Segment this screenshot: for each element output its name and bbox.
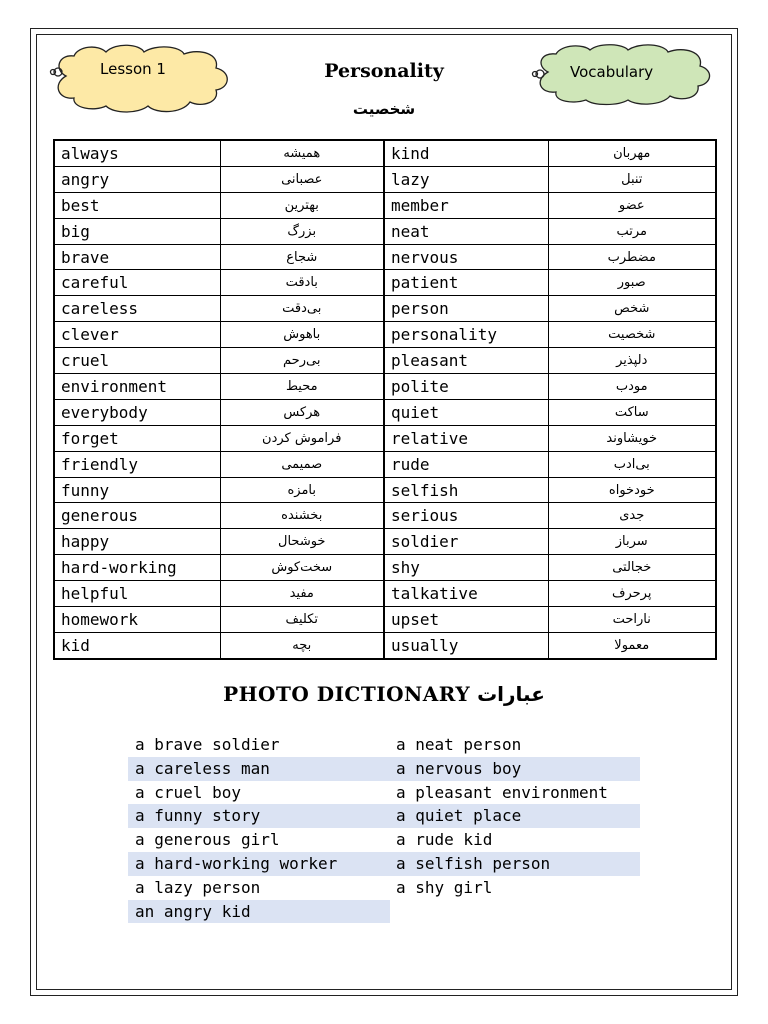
word-en: careless	[54, 296, 220, 322]
word-en: patient	[384, 270, 548, 296]
phrase-item: an angry kid	[128, 900, 390, 924]
phrase-list-left	[128, 733, 390, 923]
word-en: always	[54, 140, 220, 166]
word-en: environment	[54, 374, 220, 400]
word-fa: سخت‌کوش	[220, 555, 384, 581]
phrase-item: a shy girl	[396, 877, 493, 897]
table-row	[54, 529, 716, 555]
photo-dictionary-title-en: PHOTO DICTIONARY	[223, 682, 471, 706]
word-en: everybody	[54, 399, 220, 425]
table-row	[54, 192, 716, 218]
word-en: person	[384, 296, 548, 322]
word-en: quiet	[384, 399, 548, 425]
table-row	[54, 607, 716, 633]
phrase-item: a cruel boy	[135, 782, 241, 802]
table-row	[54, 348, 716, 374]
vocabulary-label: Vocabulary	[570, 63, 654, 81]
word-en: soldier	[384, 529, 548, 555]
word-en: kid	[54, 632, 220, 658]
phrase-item: a neat person	[396, 735, 522, 754]
phrase-item: a rude kid	[396, 830, 493, 850]
table-row	[54, 451, 716, 477]
word-fa: شخص	[548, 296, 716, 322]
word-en: brave	[54, 244, 220, 270]
photo-dictionary-title	[0, 682, 768, 706]
table-row	[54, 374, 716, 400]
word-en: generous	[54, 503, 220, 529]
vocabulary-table	[53, 139, 717, 660]
word-fa: خوشحال	[220, 529, 384, 555]
table-row	[54, 555, 716, 581]
word-en: clever	[54, 322, 220, 348]
word-fa: بخشنده	[220, 503, 384, 529]
word-en: talkative	[384, 581, 548, 607]
word-en: happy	[54, 529, 220, 555]
word-fa: خویشاوند	[548, 425, 716, 451]
word-en: neat	[384, 218, 548, 244]
word-fa: ساکت	[548, 399, 716, 425]
table-row	[54, 477, 716, 503]
word-en: homework	[54, 607, 220, 633]
word-en: polite	[384, 374, 548, 400]
word-fa: باهوش	[220, 322, 384, 348]
word-fa: پرحرف	[548, 581, 716, 607]
table-row	[54, 270, 716, 296]
word-fa: تکلیف	[220, 607, 384, 633]
word-fa: مودب	[548, 374, 716, 400]
table-row	[54, 140, 716, 166]
word-fa: بی‌رحم	[220, 348, 384, 374]
word-en: best	[54, 192, 220, 218]
table-row	[54, 425, 716, 451]
phrase-item: a careless man	[128, 757, 390, 781]
word-en: angry	[54, 166, 220, 192]
word-en: careful	[54, 270, 220, 296]
word-fa: بادقت	[220, 270, 384, 296]
word-fa: مهربان	[548, 140, 716, 166]
word-en: relative	[384, 425, 548, 451]
word-fa: عصبانی	[220, 166, 384, 192]
word-en: usually	[384, 632, 548, 658]
table-row	[54, 296, 716, 322]
table-row	[54, 632, 716, 658]
word-fa: جدی	[548, 503, 716, 529]
lesson-label: Lesson 1	[100, 60, 166, 78]
word-en: upset	[384, 607, 548, 633]
word-en: hard-working	[54, 555, 220, 581]
phrase-item: a lazy person	[135, 877, 261, 897]
word-en: forget	[54, 425, 220, 451]
word-fa: همیشه	[220, 140, 384, 166]
word-en: rude	[384, 451, 548, 477]
word-en: friendly	[54, 451, 220, 477]
word-en: serious	[384, 503, 548, 529]
word-en: helpful	[54, 581, 220, 607]
table-row	[54, 218, 716, 244]
word-fa: بامزه	[220, 477, 384, 503]
word-en: kind	[384, 140, 548, 166]
photo-dictionary-title-fa: عبارات	[477, 682, 545, 706]
table-row	[54, 581, 716, 607]
phrase-item: a pleasant environment	[396, 782, 608, 802]
word-fa: خودخواه	[548, 477, 716, 503]
word-fa: شجاع	[220, 244, 384, 270]
word-fa: مضطرب	[548, 244, 716, 270]
table-row	[54, 503, 716, 529]
word-fa: محیط	[220, 374, 384, 400]
word-fa: بی‌ادب	[548, 451, 716, 477]
word-fa: معمولا	[548, 632, 716, 658]
word-fa: سرباز	[548, 529, 716, 555]
word-en: lazy	[384, 166, 548, 192]
word-fa: بزرگ	[220, 218, 384, 244]
phrase-item: a selfish person	[389, 852, 640, 876]
word-fa: مفید	[220, 581, 384, 607]
word-en: funny	[54, 477, 220, 503]
word-fa: تنبل	[548, 166, 716, 192]
word-fa: هرکس	[220, 399, 384, 425]
word-fa: بی‌دقت	[220, 296, 384, 322]
word-fa: صبور	[548, 270, 716, 296]
page-subtitle-fa: شخصیت	[352, 100, 416, 118]
table-row	[54, 166, 716, 192]
word-en: member	[384, 192, 548, 218]
word-en: nervous	[384, 244, 548, 270]
word-en: shy	[384, 555, 548, 581]
word-en: selfish	[384, 477, 548, 503]
phrase-item: a funny story	[128, 804, 390, 828]
page-title: Personality	[324, 60, 444, 82]
table-row	[54, 399, 716, 425]
word-fa: بچه	[220, 632, 384, 658]
phrase-item: a nervous boy	[389, 757, 640, 781]
word-en: cruel	[54, 348, 220, 374]
word-en: big	[54, 218, 220, 244]
word-fa: مرتب	[548, 218, 716, 244]
table-row	[54, 322, 716, 348]
word-fa: دلپذیر	[548, 348, 716, 374]
word-fa: بهترین	[220, 192, 384, 218]
word-fa: ناراحت	[548, 607, 716, 633]
phrase-item: a hard-working worker	[128, 852, 390, 876]
word-en: personality	[384, 322, 548, 348]
word-fa: خجالتی	[548, 555, 716, 581]
phrase-list-right	[389, 733, 640, 900]
word-fa: صمیمی	[220, 451, 384, 477]
word-en: pleasant	[384, 348, 548, 374]
word-fa: فراموش کردن	[220, 425, 384, 451]
phrase-item: a brave soldier	[135, 735, 280, 754]
table-row	[54, 244, 716, 270]
phrase-item: a quiet place	[389, 804, 640, 828]
word-fa: شخصیت	[548, 322, 716, 348]
word-fa: عضو	[548, 192, 716, 218]
phrase-item: a generous girl	[135, 830, 280, 850]
